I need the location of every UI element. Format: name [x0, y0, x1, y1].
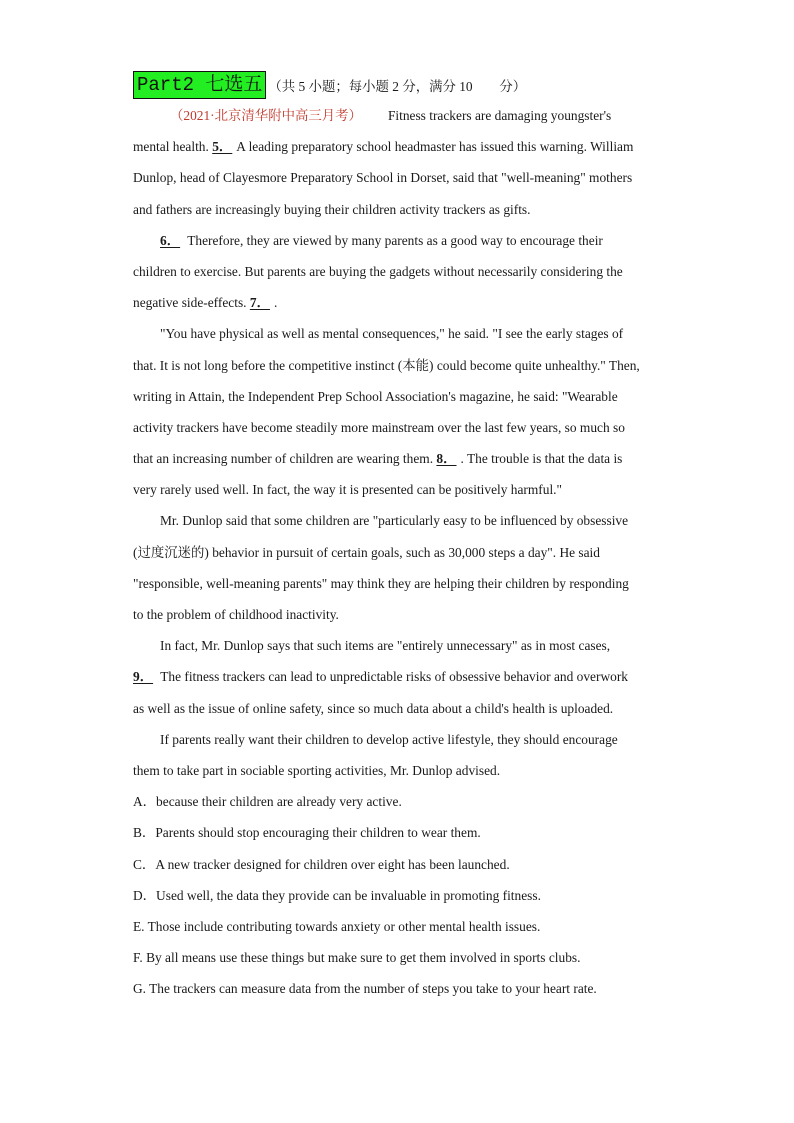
passage-line: 6． Therefore, they are viewed by many parents as a good way to encourage their: [133, 225, 673, 256]
passage-line: children to exercise. But parents are buying the gadgets without necessarily considering the: [133, 263, 623, 279]
part-label: Part2 七选五: [133, 71, 266, 99]
passage-line: Dunlop, head of Clayesmore Preparatory School in Dorset, said that "well-meaning" mothers: [133, 170, 633, 186]
score-note: （共 5 小题；每小题 2 分，满分 10 分）: [268, 78, 527, 94]
passage-line: to the problem of childhood inactivity.: [133, 607, 339, 622]
passage-line: writing in Attain, the Independent Prep School Association's magazine, he said: "Wearable: [133, 388, 618, 404]
passage-line: Mr. Dunlop said that some children are "particularly easy to be influenced by obsessive: [160, 513, 629, 529]
passage-line: that an increasing number of children are wearing them. 8． . The trouble is that the data is: [133, 443, 673, 474]
blank-9[interactable]: 9．: [133, 669, 154, 685]
passage-line: In fact, Mr. Dunlop says that such items are "entirely unnecessary" as in most cases,: [160, 638, 611, 654]
passage-line: "responsible, well-meaning parents" may think they are helping their children by responding: [133, 575, 629, 591]
option-d[interactable]: D．Used well, the data they provide can be invaluable in promoting fitness.: [133, 887, 541, 903]
question-section: [133, 70, 673, 1004]
passage-line: "You have physical as well as mental consequences," he said. "I see the early stages of: [160, 326, 624, 342]
option-e[interactable]: E. Those include contributing towards anxiety or other mental health issues.: [133, 918, 541, 934]
option-a[interactable]: A．because their children are already very active.: [133, 794, 402, 810]
blank-5[interactable]: 5．: [212, 139, 233, 155]
passage-line: 9． The fitness trackers can lead to unpredictable risks of obsessive behavior and overwork: [133, 661, 673, 692]
passage-line: activity trackers have become steadily more mainstream over the last few years, so much so: [133, 419, 625, 435]
passage-line: （2021·北京清华附中高三月考） Fitness trackers are damaging youngster's: [170, 108, 612, 123]
passage-line: and fathers are increasingly buying their children activity trackers as gifts.: [133, 201, 531, 217]
passage-line: them to take part in sociable sporting activities, Mr. Dunlop advised.: [133, 762, 501, 778]
option-f[interactable]: F. By all means use these things but make sure to get them involved in sports clubs.: [133, 950, 581, 966]
passage-line: (过度沉迷的) behavior in pursuit of certain goals, such as 30,000 steps a day". He said: [133, 544, 600, 560]
option-b[interactable]: B．Parents should stop encouraging their children to wear them.: [133, 825, 481, 841]
passage-line: mental health. 5． A leading preparatory school headmaster has issued this warning. William: [133, 131, 673, 162]
options-list: [133, 786, 673, 1004]
blank-6[interactable]: 6．: [160, 232, 181, 248]
section-header: [133, 70, 673, 100]
option-g[interactable]: G. The trackers can measure data from the number of steps you take to your heart rate.: [133, 981, 597, 997]
passage-line: as well as the issue of online safety, since so much data about a child's health is uploaded.: [133, 700, 614, 716]
passage-line: negative side-effects. 7． .: [133, 287, 673, 318]
passage-line: very rarely used well. In fact, the way it is presented can be positively harmful.": [133, 482, 562, 498]
passage-line: If parents really want their children to develop active lifestyle, they should encourage: [160, 731, 618, 747]
passage-line: that. It is not long before the competitive instinct (本能) could become quite unhealthy." Then,: [133, 357, 640, 373]
blank-8[interactable]: 8．: [436, 451, 457, 467]
source-tag: （2021·北京清华附中高三月考）: [170, 108, 362, 123]
option-c[interactable]: C．A new tracker designed for children over eight has been launched.: [133, 856, 510, 872]
blank-7[interactable]: 7．: [249, 295, 270, 311]
